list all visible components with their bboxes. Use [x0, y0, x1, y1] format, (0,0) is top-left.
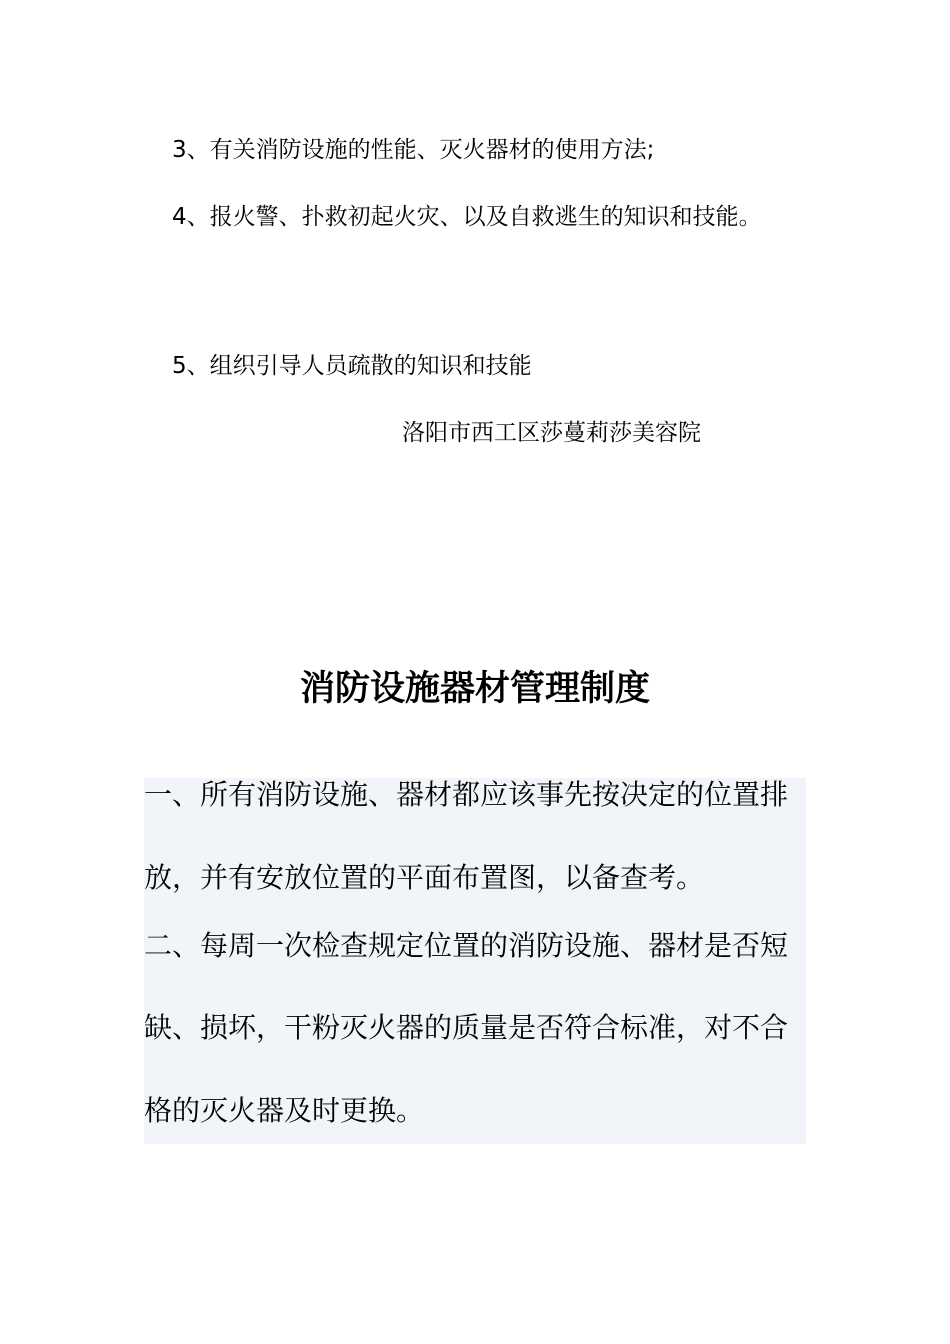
paragraph-2-line-1: 二、每周一次检查规定位置的消防设施、器材是否短	[144, 929, 789, 962]
section-title: 消防设施器材管理制度	[299, 669, 650, 709]
list-item-4: 4、报火警、扑救初起火灾、以及自救逃生的知识和技能。	[172, 204, 762, 230]
list-item-3: 3、有关消防设施的性能、灭火器材的使用方法;	[172, 137, 655, 163]
paragraph-2-line-2: 缺、损坏，干粉灭火器的质量是否符合标准，对不合	[144, 1011, 789, 1044]
organization-signature: 洛阳市西工区莎蔓莉莎美容院	[402, 420, 701, 446]
list-item-5: 5、组织引导人员疏散的知识和技能	[172, 353, 532, 379]
paragraph-2-line-3: 格的灭火器及时更换。	[144, 1094, 425, 1127]
paragraph-1-line-1: 一、所有消防设施、器材都应该事先按决定的位置排	[144, 778, 789, 811]
paragraph-1-line-2: 放，并有安放位置的平面布置图，以备查考。	[144, 861, 705, 894]
